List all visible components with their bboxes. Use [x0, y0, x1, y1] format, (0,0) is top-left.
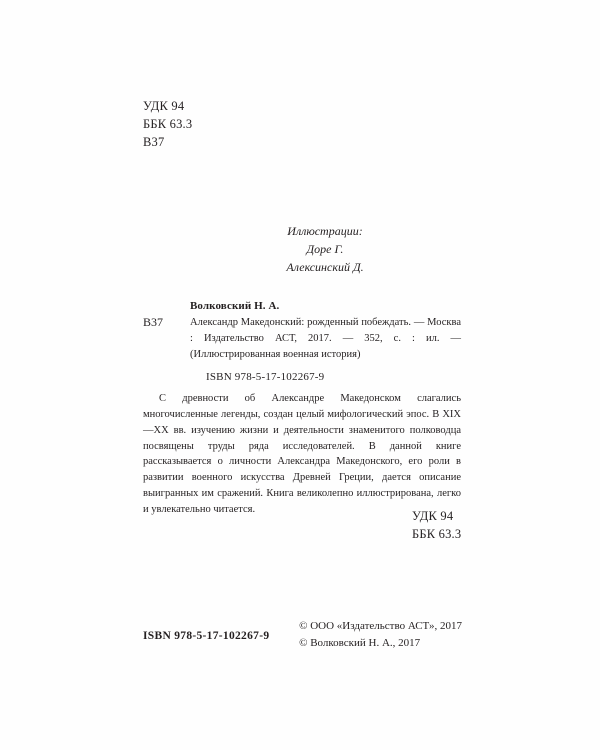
illustrator-name-2: Алексинский Д. [286, 260, 364, 274]
classification-codes-top [143, 98, 192, 151]
copyright-block [299, 618, 462, 652]
shelf-mark-record: В37 [143, 315, 164, 329]
record-author: Волковский Н. А. [190, 300, 280, 312]
record-annotation: С древности об Александре Македонском слагались многочисленные легенды, создан целый мифологический эпос. В XIX—XX вв. изучению жизни и деятельности знаменитого полководца посвящены труды ряда исследователей. В данной книге рассказывается о личности Александра Македонского, его роли в развитии военного искусства Древней Греции, дается описание выигранных им сражений. Книга великолепно иллюстрирована, легко и увлекательно читается. [143, 393, 461, 515]
illustrators-block [0, 222, 600, 276]
isbn-bottom: ISBN 978-5-17-102267-9 [143, 630, 270, 642]
bbk-code-bottom: ББК 63.3 [412, 526, 462, 541]
copyright-author: © Волковский Н. А., 2017 [299, 637, 421, 650]
udk-code-top: УДК 94 [143, 99, 185, 113]
record-description-row [143, 315, 461, 362]
isbn-record: ISBN 978-5-17-102267-9 [206, 371, 325, 384]
copyright-publisher: © ООО «Издательство АСТ», 2017 [299, 620, 462, 632]
illustrators-heading: Иллюстрации: [287, 224, 363, 238]
bibliographic-record [143, 300, 461, 517]
shelf-mark-top: В37 [143, 134, 165, 149]
classification-codes-bottom [412, 508, 461, 544]
record-description: Александр Македонский: рожденный побеждать. — Москва : Издательство АСТ, 2017. — 352, с. : ил. — (Иллюстрированная военная история) [190, 317, 461, 360]
bbk-code-top: ББК 63.3 [143, 116, 193, 131]
udk-code-bottom: УДК 94 [412, 509, 454, 523]
illustrator-name-1: Доре Г. [306, 242, 344, 256]
